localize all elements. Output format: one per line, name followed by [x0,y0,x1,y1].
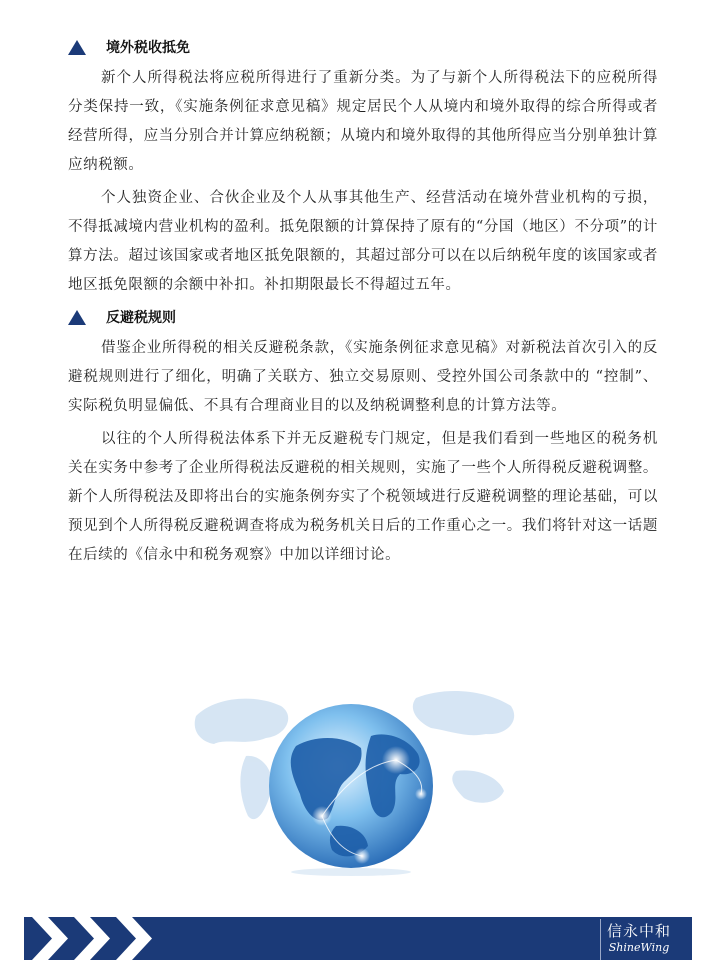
paragraph: 以往的个人所得税法体系下并无反避税专门规定，但是我们看到一些地区的税务机关在实务中参考了企业所得税法反避税的相关规则，实施了一些个人所得税反避税调整。新个人所得税法及即将出台的实施条例夯实了个税领域进行反避税调整的理论基础，可以预见到个人所得税反避税调查将成为税务机关日后的工作重心之一。我们将针对这一话题在后续的《信永中和税务观察》中加以详细讨论。 [68,431,658,563]
section-header [68,304,658,330]
chevron-arrows-icon [24,917,164,960]
section-title: 反避税规则 [106,310,176,326]
triangle-bullet-icon [68,310,86,325]
world-globe-illustration [186,676,526,876]
paragraph: 借鉴企业所得税的相关反避税条款，《实施条例征求意见稿》对新税法首次引入的反避税规则进行了细化，明确了关联方、独立交易原则、受控外国公司条款中的 “控制”、实际税负明显偏低、不具有合理商业目的以及纳税调整利息的计算方法等。 [68,340,658,414]
logo-chinese-name: 信永中和 [606,922,671,940]
logo-english-name: ShineWing [608,941,670,954]
article-body [68,34,658,570]
section-title: 境外税收抵免 [106,40,190,56]
paragraph: 新个人所得税法将应税所得进行了重新分类。为了与新个人所得税法下的应税所得分类保持一致，《实施条例征求意见稿》规定居民个人从境内和境外取得的综合所得或者经营所得，应当分别合并计算应纳税额；从境内和境外取得的其他所得应当分别单独计算应纳税额。 [68,70,658,173]
section-header [68,34,658,60]
triangle-bullet-icon [68,40,86,55]
footer-bar [24,917,692,960]
company-logo [600,919,677,960]
paragraph: 个人独资企业、合伙企业及个人从事其他生产、经营活动在境外营业机构的亏损，不得抵减境内营业机构的盈利。抵免限额的计算保持了原有的“分国（地区）不分项”的计算方法。超过该国家或者地区抵免限额的，其超过部分可以在以后纳税年度的该国家或者地区抵免限额的余额中补扣。补扣期限最长不得超过五年。 [68,190,658,293]
